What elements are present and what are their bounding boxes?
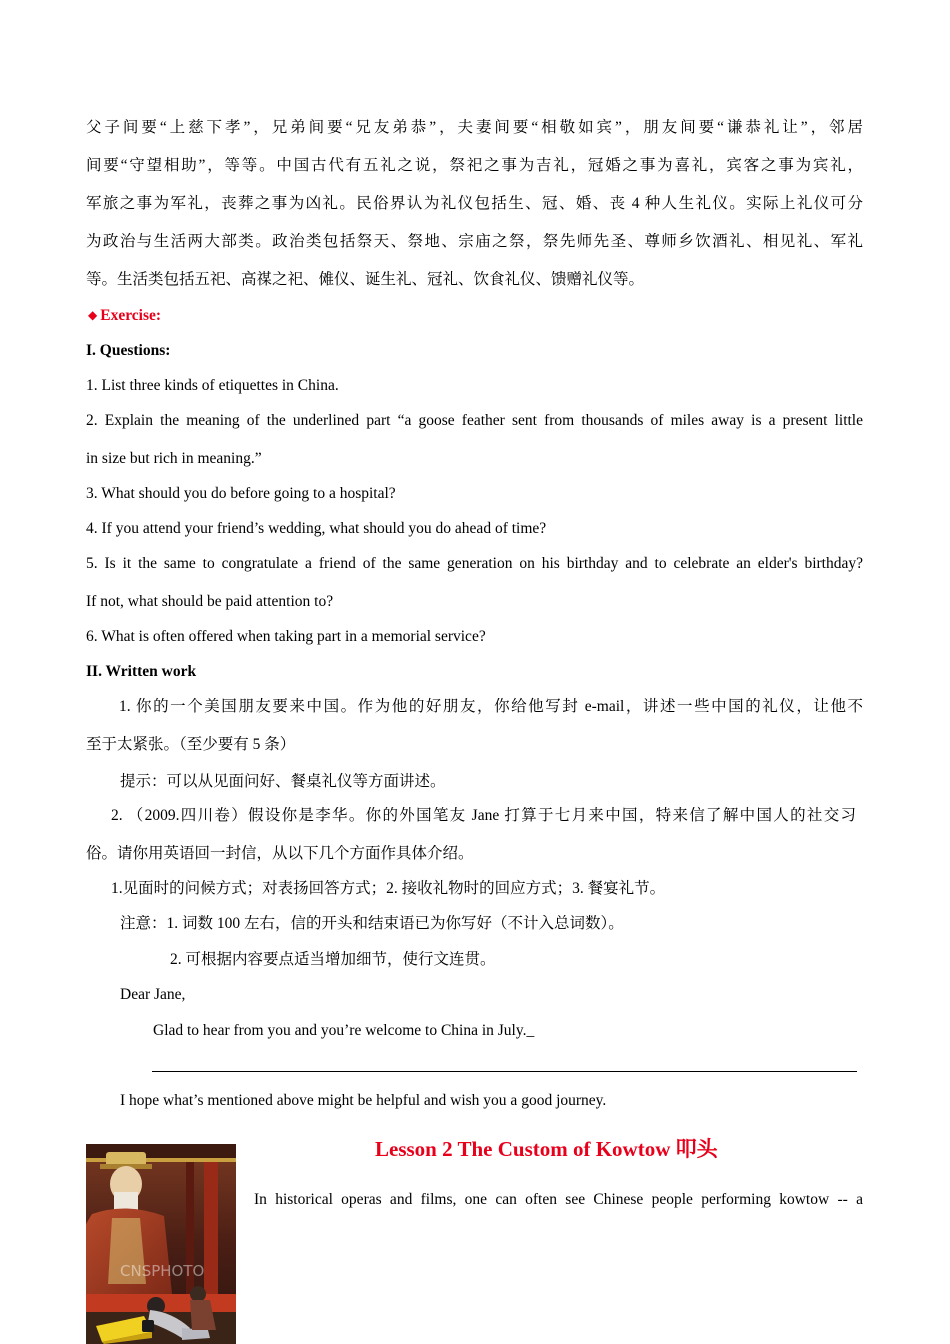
note-1: 注意：1. 词数 100 左右，信的开头和结束语已为你写好（不计入总词数）。 <box>120 915 624 932</box>
question-3: 3. What should you do before going to a hospital? <box>86 485 396 502</box>
question-2-line-1: 2. Explain the meaning of the underlined part “a goose feather sent from thousands of miles away is a present little <box>86 412 863 429</box>
letter-closing: I hope what’s mentioned above might be helpful and wish you a good journey. <box>120 1092 607 1109</box>
diamond-bullet-icon: ◆ <box>88 308 98 322</box>
intro-line-5: 等。生活类包括五祀、高禖之祀、傩仪、诞生礼、冠礼、饮食礼仪、馈赠礼仪等。 <box>86 271 645 288</box>
intro-line-4: 为政治与生活两大部类。政治类包括祭天、祭地、宗庙之祭，祭先师先圣、尊师乡饮酒礼、相见礼、军礼 <box>86 233 863 250</box>
task-1-line-2: 至于太紧张。（至少要有 5 条） <box>86 736 296 753</box>
photo-watermark: CNSPHOTO <box>120 1262 205 1280</box>
task-2-line-1: 2. （2009.四川卷）假设你是李华。你的外国笔友 Jane 打算于七月来中国，特来信了解中国人的社交习 <box>111 807 856 824</box>
question-2-line-2: in size but rich in meaning.” <box>86 450 262 467</box>
intro-line-2: 间要“守望相助”，等等。中国古代有五礼之说，祭祀之事为吉礼，冠婚之事为喜礼，宾客之事为宾礼， <box>86 157 863 174</box>
question-5-line-2: If not, what should be paid attention to? <box>86 593 334 610</box>
kowtow-photo-illustration <box>86 1144 236 1344</box>
exercise-heading-text: Exercise: <box>100 307 162 324</box>
kowtow-photo <box>86 1144 236 1344</box>
written-work-heading: II. Written work <box>86 663 197 680</box>
letter-opening: Glad to hear from you and you’re welcome to China in July._ <box>153 1022 535 1039</box>
note-2: 2. 可根据内容要点适当增加细节，使行文连贯。 <box>170 951 496 968</box>
question-6: 6. What is often offered when taking part in a memorial service? <box>86 628 486 645</box>
letter-salutation: Dear Jane, <box>120 986 186 1003</box>
lesson-title: Lesson 2 The Custom of Kowtow 叩头 <box>375 1137 718 1161</box>
questions-heading: I. Questions: <box>86 342 171 359</box>
question-4: 4. If you attend your friend’s wedding, what should you do ahead of time? <box>86 520 547 537</box>
question-5-line-1: 5. Is it the same to congratulate a friend of the same generation on his birthday and to celebrate an elder's birthday? <box>86 555 863 572</box>
lesson-paragraph-start: In historical operas and films, one can often see Chinese people performing kowtow -- a <box>254 1191 863 1208</box>
task-1-hint: 提示：可以从见面问好、餐桌礼仪等方面讲述。 <box>120 773 446 790</box>
answer-line <box>152 1071 857 1072</box>
intro-line-3: 军旅之事为军礼，丧葬之事为凶礼。民俗界认为礼仪包括生、冠、婚、丧 4 种人生礼仪。实际上礼仪可分 <box>86 195 863 212</box>
task-2-points: 1.见面时的问候方式；对表扬回答方式；2. 接收礼物时的回应方式；3. 餐宴礼节。 <box>111 880 666 897</box>
intro-line-1: 父子间要“上慈下孝”，兄弟间要“兄友弟恭”，夫妻间要“相敬如宾”，朋友间要“谦恭礼让”，邻居 <box>86 119 863 136</box>
exercise-heading <box>88 305 161 326</box>
question-1: 1. List three kinds of etiquettes in China. <box>86 377 339 394</box>
task-2-line-2: 俗。请你用英语回一封信，从以下几个方面作具体介绍。 <box>86 845 474 862</box>
task-1-line-1: 1. 你的一个美国朋友要来中国。作为他的好朋友，你给他写封 e-mail，讲述一些中国的礼仪，让他不 <box>119 698 863 715</box>
